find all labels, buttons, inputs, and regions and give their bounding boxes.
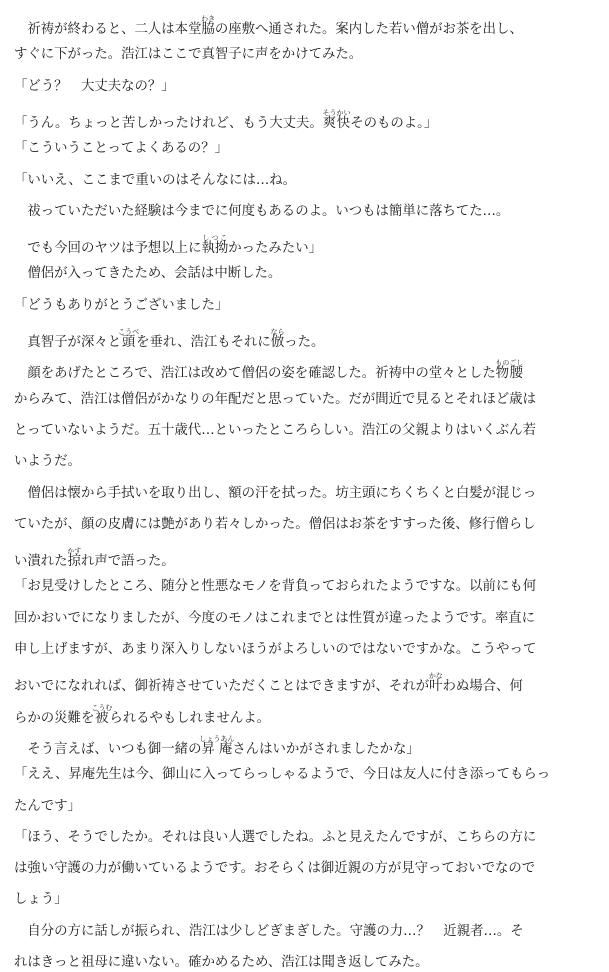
text-run: の座敷へ通された。案内した若い僧がお茶を出し、 (214, 22, 523, 37)
ruby-reading: なら (270, 328, 285, 336)
text-line (14, 15, 523, 37)
text-line (14, 798, 81, 816)
text-line (14, 265, 281, 283)
ruby-base: 被 (91, 711, 113, 726)
text-line (14, 766, 550, 784)
text-run: った。 (284, 335, 325, 350)
text-run: そう言えば、いつも御一緒の (14, 742, 202, 757)
text-run: れ声で語った。 (80, 554, 175, 569)
text-line (14, 672, 523, 694)
ruby-reading: しつこ (201, 234, 229, 242)
text-run: 僧侶は懐から手拭いを取り出し、額の汗を拭った。坊主頭にちくちくと白髪が混じっ (14, 486, 537, 501)
text-run: さんはいかがされましたかな」 (232, 742, 420, 757)
text-line (14, 359, 524, 381)
ruby-reading: こうむ (91, 704, 113, 712)
text-line (14, 610, 535, 628)
text-line (14, 547, 175, 569)
ruby-annotated-word (118, 328, 140, 350)
ruby-reading: ものごし (495, 359, 524, 367)
text-run: からみて、浩江は僧侶がかなりの年配だと思っていた。だが間近で見るとそれほど歳は (14, 392, 536, 407)
ruby-annotated-word (495, 359, 524, 381)
text-run: でも今回のヤツは予想以上に (14, 241, 202, 256)
ruby-reading: しょうあん (199, 735, 235, 743)
text-run: 「ええ、昇庵先生は今、御山に入ってらっしゃるようで、今日は友人に付き添ってもらっ (14, 767, 551, 782)
text-run: い潰れた (14, 554, 68, 569)
text-line (14, 578, 536, 596)
text-run: かったみたい」 (228, 241, 322, 256)
text-run: わぬ場合、何 (442, 679, 523, 694)
ruby-base: 脇 (201, 22, 216, 37)
ruby-annotated-word (67, 547, 82, 569)
text-run: そのものよ。」 (350, 116, 438, 131)
text-run: られるやもしれませんよ。 (109, 711, 271, 726)
text-run: 真智子が深々と (14, 335, 122, 350)
text-line (14, 954, 429, 972)
ruby-reading: かす (67, 547, 82, 555)
text-line (14, 641, 536, 659)
text-line (14, 829, 536, 847)
text-line (14, 172, 296, 190)
text-run: いようだ。 (14, 454, 81, 469)
text-line (14, 391, 536, 409)
text-run: 申し上げますが、あまり深入りしないほうがよろしいのではないですかな。こうやって (14, 642, 537, 657)
ruby-base: 倣 (270, 335, 285, 350)
ruby-annotated-word (322, 109, 351, 131)
text-line (14, 422, 536, 440)
text-run: 「ほう、そうでしたか。それは良い人選でしたね。ふと見えたんですが、こちらの方に (14, 830, 537, 845)
ruby-reading: わき (201, 15, 216, 23)
text-line (14, 860, 535, 878)
ruby-base: 叶 (428, 679, 443, 694)
text-run: 「お見受けしたところ、随分と性悪なモノを背負っておられたようですな。以前にも何 (14, 579, 537, 594)
text-line (14, 203, 509, 221)
text-run: ていたが、顔の皮膚には艶があり若々しかった。僧侶はお茶をすすった後、修行僧らし (14, 517, 536, 532)
text-line (14, 735, 420, 757)
text-run: を垂れ、浩江もそれに (136, 335, 271, 350)
ruby-reading: こうべ (118, 328, 140, 336)
ruby-annotated-word (201, 234, 229, 256)
text-line (14, 516, 536, 534)
text-line (14, 704, 271, 726)
text-run: しょう」 (14, 892, 68, 907)
ruby-base: 頭 (118, 335, 140, 350)
text-line (14, 891, 68, 909)
ruby-reading: かな (428, 672, 443, 680)
text-run: 「どうもありがとうございました」 (14, 298, 229, 313)
text-run: 祓っていただいた経験は今までに何度もあるのよ。いつもは簡単に落ちてた…。 (14, 204, 510, 219)
text-run: とっていないようだ。五十歳代…といったところらしい。浩江の父親よりはいくぶん若 (14, 423, 536, 438)
ruby-annotated-word (91, 704, 113, 726)
text-run: 顔をあげたところで、浩江は改めて僧侶の姿を確認した。祈祷中の堂々とした (14, 366, 496, 381)
ruby-base: 掠 (67, 554, 82, 569)
ruby-base: 物腰 (495, 366, 524, 381)
text-run: たんです」 (14, 799, 81, 814)
text-line (14, 297, 228, 315)
ruby-annotated-word (201, 15, 216, 37)
text-run: らかの災難を (14, 711, 95, 726)
ruby-base: 執拗 (201, 241, 229, 256)
ruby-annotated-word (199, 735, 235, 757)
text-line (14, 923, 524, 941)
text-run: 「いいえ、ここまで重いのはそんなには…ね。 (14, 173, 297, 188)
ruby-reading: そうかい (322, 109, 351, 117)
text-line (14, 453, 81, 471)
text-run: は強い守護の力が働いているようです。おそらくは御近親の方が見守っておいでなので (14, 861, 536, 876)
text-run: 回かおいでになりましたが、今度のモノはこれまでとは性質が違ったようです。率直に (14, 611, 536, 626)
text-run: 「うん。ちょっと苦しかったけれど、もう大丈夫。 (14, 116, 323, 131)
ruby-annotated-word (428, 672, 443, 694)
text-line (14, 109, 438, 131)
ruby-base: 昇庵 (199, 742, 235, 757)
text-line (14, 140, 228, 158)
text-run: おいでになれれば、御祈祷させていただくことはできますが、それが (14, 679, 430, 694)
text-run: 僧侶が入ってきたため、会話は中断した。 (14, 266, 282, 281)
text-run: 「こういうことってよくあるの？」 (14, 141, 228, 156)
text-line (14, 234, 322, 256)
ruby-annotated-word (270, 328, 285, 350)
text-line (14, 485, 536, 503)
text-run: すぐに下がった。浩江はここで真智子に声をかけてみた。 (14, 47, 363, 62)
text-line (14, 78, 175, 96)
ruby-base: 爽快 (322, 116, 351, 131)
text-run: 「どう？ 大丈夫なの？」 (14, 79, 175, 94)
text-run: 自分の方に話しが振られ、浩江は少しどぎまぎした。守護の力…？ 近親者…。そ (14, 924, 524, 939)
text-line (14, 328, 325, 350)
text-run: 祈祷が終わると、二人は本堂 (14, 22, 202, 37)
text-run: れはきっと祖母に違いない。確かめるため、浩江は聞き返してみた。 (14, 955, 429, 970)
text-line (14, 46, 362, 64)
